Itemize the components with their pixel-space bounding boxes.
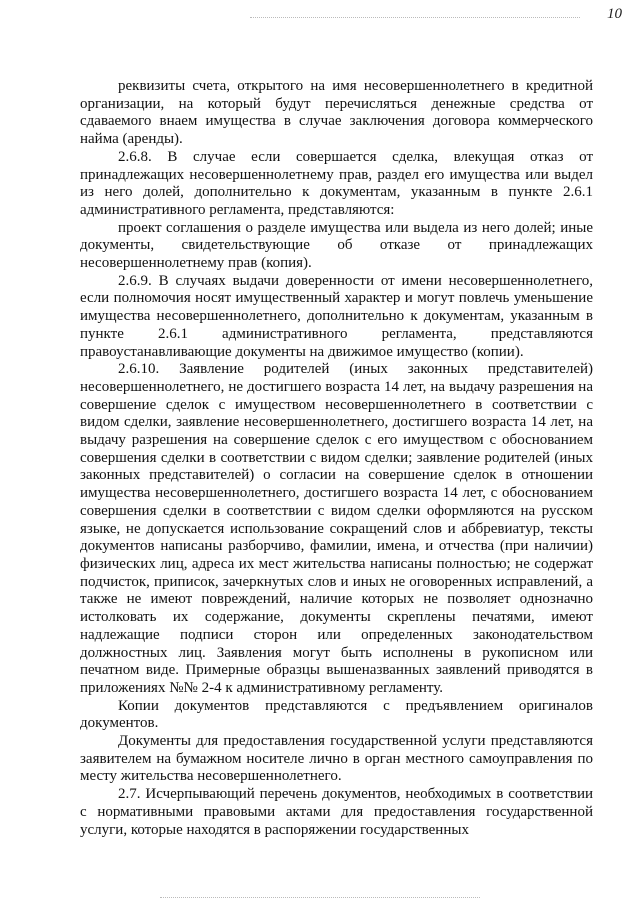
paragraph-submission: Документы для предоставления государственной услуги представляются заявителем на бумажном носителе лично в орган местного самоуправления по месту жительства несовершеннолетнего. (80, 733, 593, 785)
paragraph-2-7: 2.7. Исчерпывающий перечень документов, необходимых в соответствии с нормативными правовыми актами для предоставления государственной услуги, которые находятся в распоряжении государственных (80, 786, 593, 838)
paragraph-2-6-10: 2.6.10. Заявление родителей (иных законных представителей) несовершеннолетнего, не достигшего возраста 14 лет, на выдачу разрешения на совершение сделок с имуществом несовершеннолетнего в соответствии с видом сделки, заявление несовершеннолетнего, достигшего возраста 14 лет, на выдачу разрешения на совершение сделок с его имуществом с обоснованием совершения сделки в соответствии с видом сделки; заявление родителей (иных законных представителей) о согласии на совершение сделок в отношении имущества несовершеннолетнего, достигшего возраста 14 лет, с обоснованием совершения сделки в соответствии с видом сделки оформляются на русском языке, не допускается использование сокращений слов и аббревиатур, тексты документов написаны разборчиво, фамилии, имена, и отчества (при наличии) физических лиц, адреса их мест жительства написаны полностью; не содержат подчисток, приписок, зачеркнутых слов и иных не оговоренных исправлений, а также не имеют повреждений, наличие которых не позволяет однозначно истолковать их содержание, документы скреплены печатями, имеют надлежащие подписи сторон или определенных законодательством должностных лиц. Заявления могут быть исполнены в рукописном или печатном виде. Примерные образцы вышеназванных заявлений приводятся в приложениях №№ 2-4 к административному регламенту. (80, 361, 593, 696)
paragraph-2-6-9: 2.6.9. В случаях выдачи доверенности от имени несовершеннолетнего, если полномочия носят имущественный характер и могут повлечь уменьшение имущества несовершеннолетнего, дополнительно к документам, указанным в пункте 2.6.1 административного регламента, представляются правоустанавливающие документы на движимое имущество (копии). (80, 272, 593, 360)
header-scan-artifact (250, 17, 580, 19)
page-number: 10 (607, 6, 622, 22)
document-body (80, 78, 593, 839)
paragraph-2-6-8-list: проект соглашения о разделе имущества или выдела из него долей; иные документы, свидетельствующие об отказе от принадлежащих несовершеннолетнему прав (копия). (80, 219, 593, 272)
footer-scan-artifact (160, 897, 480, 899)
paragraph-account-details: реквизиты счета, открытого на имя несовершеннолетнего в кредитной организации, на который будут перечисляться денежные средства от сдаваемого внаем имущества в случае заключения договора коммерческого найма (аренды). (80, 78, 593, 148)
paragraph-2-6-8: 2.6.8. В случае если совершается сделка, влекущая отказ от принадлежащих несовершеннолетнему прав, раздел его имущества или выдел из него долей, дополнительно к документам, указанным в пункте 2.6.1 административного регламента, представляются: (80, 148, 593, 218)
paragraph-copies: Копии документов представляются с предъявлением оригиналов документов. (80, 697, 593, 732)
